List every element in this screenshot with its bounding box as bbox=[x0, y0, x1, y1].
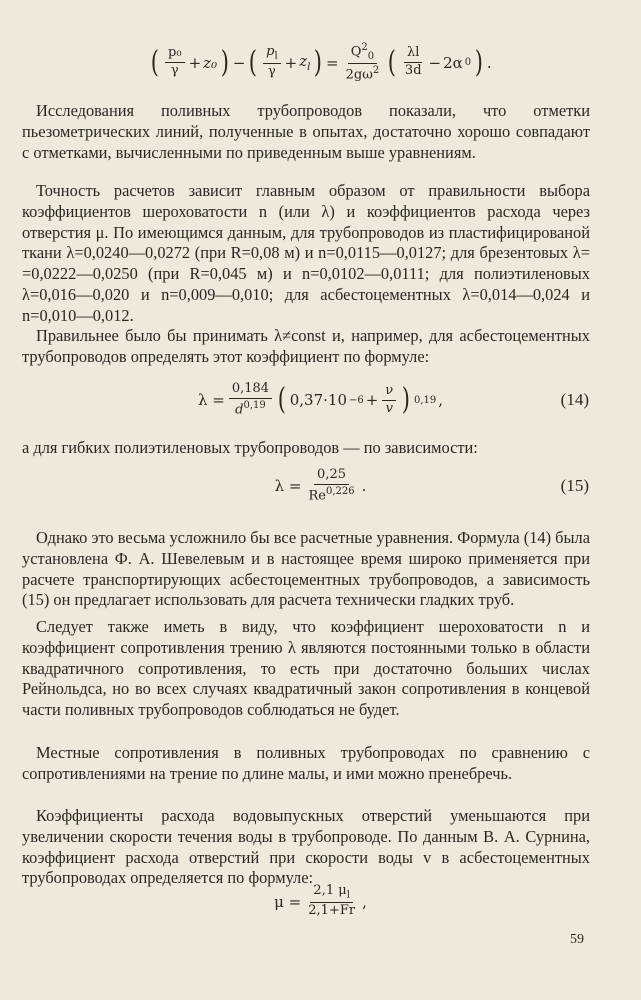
paragraph-5: Однако это весьма усложнило бы все расчетные уравнения. Формула (14) была установлена Ф. А. Шевелевым и в настоящее время широко применяется при расчете транспортирующих асбестоцементных трубопроводов, а зависимость (15) он предлагает использовать для расчета технически гладких труб. bbox=[22, 528, 590, 610]
paragraph-4: а для гибких полиэтиленовых трубопроводов — по зависимости: bbox=[22, 438, 478, 457]
equation-14: λ = $\frac{0,184}{d^{0,19}}$ ( 0,37·10 −6 + $\frac{\nu}{v}$ ) 0,19 , bbox=[197, 381, 444, 418]
paragraph-7: Местные сопротивления в поливных трубопроводах по сравнению с сопротивлениями на трение по длине малы, и ими можно пренебречь. bbox=[22, 743, 590, 783]
paragraph-3: Правильнее было бы принимать λ≠const и, например, для асбестоцементных трубопроводов определять этот коэффициент по формуле: bbox=[22, 326, 590, 366]
equation-15: λ = $\frac{0,25}{Re^{0,226}}$ . bbox=[274, 467, 367, 504]
paragraph-6: Следует также иметь в виду, что коэффициент шероховатости n и коэффициент сопротивления трению λ являются постоянными только в области квадратичного сопротивления, то есть при достаточно больших числах Рейнольдса, но во всех случаях квадратичный закон сопротивления в концевой части поливных трубопроводов соблюдаться не будет. bbox=[22, 617, 590, 720]
p0-numerator: p₀ bbox=[165, 46, 185, 63]
paragraph-8: Коэффициенты расхода водовыпускных отверстий уменьшаются при увеличении скорости течения воды в трубопроводе. По данным В. А. Сурнина, коэффициент расхода отверстий при скорости воды v в асбестоцементных трубопроводах определяется по формуле: bbox=[22, 806, 590, 888]
formula-energy-balance: ( $\frac{\text{p₀}}{\gamma}$ + z₀ ) − ( $\frac{p_l}{\gamma}$ + $z_l$ ) = $\frac{Q^2_0}{2g\omega^2}$ ( $\frac{\lambda l}{3d}$ − 2α 0 ) . bbox=[151, 42, 492, 83]
equation-15-label: (15) bbox=[560, 476, 589, 495]
page-number: 59 bbox=[570, 932, 584, 947]
paragraph-2: Точность расчетов зависит главным образом от правильности выбора коэффициентов шероховатости n (или λ) и коэффициентов расхода через отверстия μ. По имеющимся данным, для трубопроводов из пластифицированой ткани λ=0,0240—0,0272 (при R=0,08 м) и n=0,0115—0,0127; для брезентовых λ= =0,0222—0,0250 (при R=0,045 м) и n=0,0102—0,0111; для полиэтиленовых λ=0,016—0,020 и n=0,009—0,010; для асбестоцементных λ=0,014—0,024 и n=0,010—0,012. bbox=[22, 181, 590, 325]
paragraph-1: Исследования поливных трубопроводов показали, что отметки пьезометрических линий, полученные в опытах, достаточно хорошо совпадают с отметками, вычисленными по приведенным выше уравнениям. bbox=[22, 101, 590, 162]
z0-term: z₀ bbox=[203, 53, 218, 72]
equation-14-label: (14) bbox=[560, 390, 589, 409]
equation-mu: μ = $\frac{2,1 \mu_l}{2,1+Fr}$ , bbox=[274, 883, 367, 919]
